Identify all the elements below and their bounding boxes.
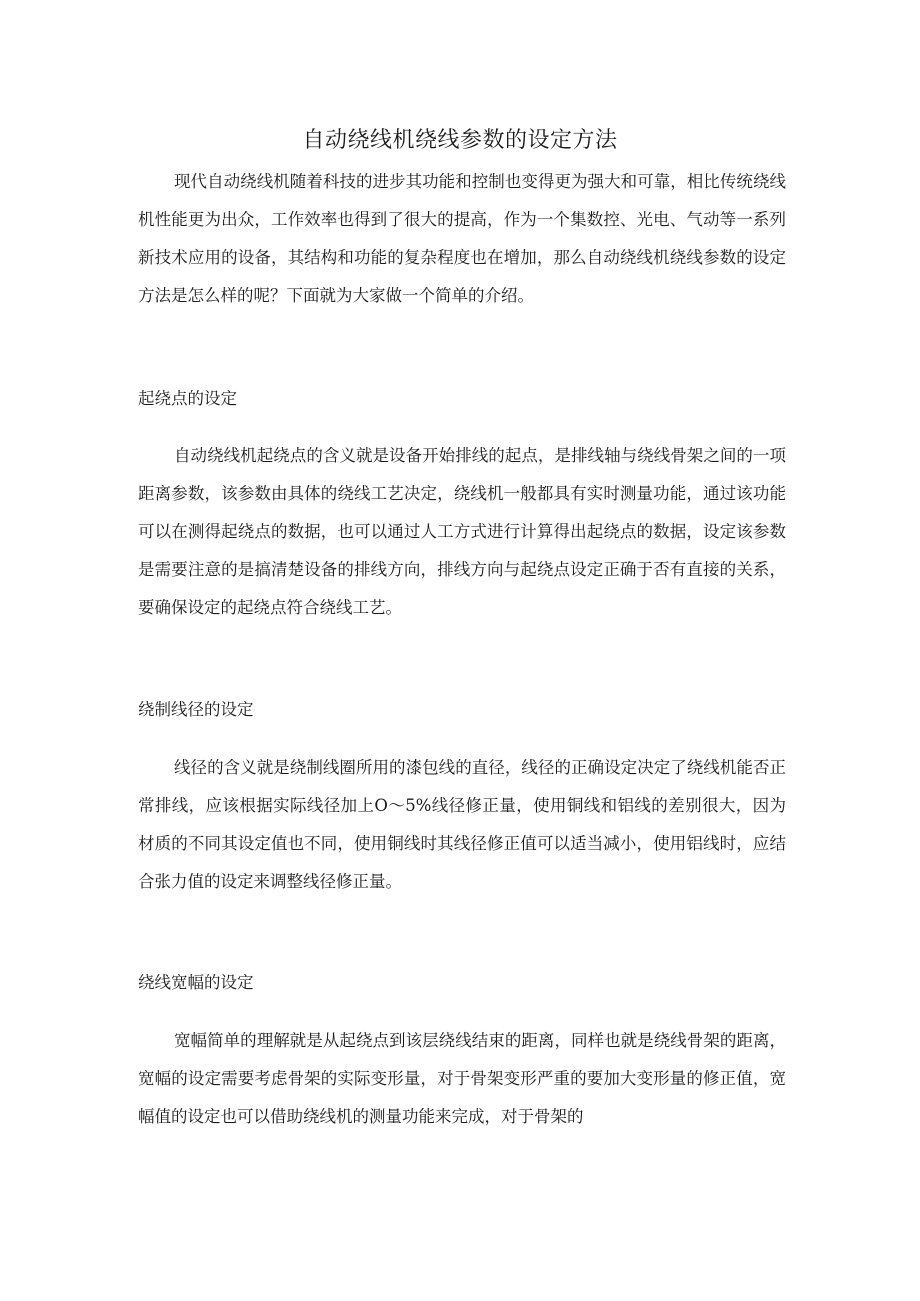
document-title: 自动绕线机绕线参数的设定方法 (302, 128, 618, 153)
section-heading-winding-width: 绕线宽幅的设定 (138, 973, 254, 992)
section-body-start-point: 自动绕线机起绕点的含义就是设备开始排线的起点，是排线轴与绕线骨架之间的一项距离参数，该参数由具体的绕线工艺决定，绕线机一般都具有实时测量功能，通过该功能可以在测得起绕点的数据，也可以通过人工方式进行计算得出起绕点的数据，设定该参数是需要注意的是搞清楚设备的排线方向，排线方向与起绕点设定正确于否有直接的关系，要确保设定的起绕点符合绕线工艺。 (138, 446, 786, 617)
intro-paragraph: 现代自动绕线机随着科技的进步其功能和控制也变得更为强大和可靠，相比传统绕线机性能更为出众，工作效率也得到了很大的提高，作为一个集数控、光电、气动等一系列新技术应用的设备，其结构和功能的复杂程度也在增加，那么自动绕线机绕线参数的设定方法是怎么样的呢？下面就为大家做一个简单的介绍。 (138, 172, 786, 305)
section-body-winding-width: 宽幅简单的理解就是从起绕点到该层绕线结束的距离，同样也就是绕线骨架的距离，宽幅的设定需要考虑骨架的实际变形量，对于骨架变形严重的要加大变形量的修正值，宽幅值的设定也可以借助绕线机的测量功能来完成，对于骨架的 (138, 1031, 786, 1126)
section-heading-start-point: 起绕点的设定 (138, 389, 237, 408)
section-heading-wire-diameter: 绕制线径的设定 (138, 700, 254, 719)
section-body-wire-diameter: 线径的含义就是绕制线圈所用的漆包线的直径，线径的正确设定决定了绕线机能否正常排线，应该根据实际线径加上O〜5%线径修正量，使用铜线和铝线的差别很大，因为材质的不同其设定值也不同，使用铜线时其线径修正值可以适当减小，使用铝线时，应结合张力值的设定来调整线径修正量。 (138, 758, 786, 891)
